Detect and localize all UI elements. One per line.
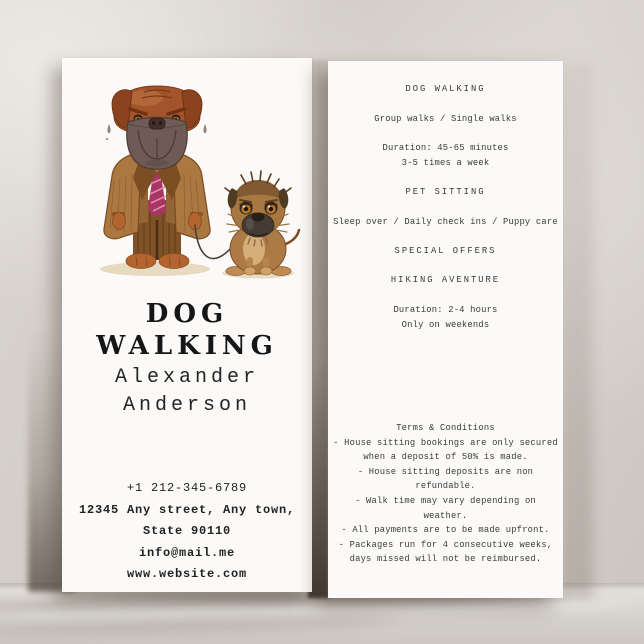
- terms-line: - All payments are to be made upfront.: [341, 525, 550, 536]
- dog-walking-duration: Duration: 45-65 minutes: [382, 143, 509, 153]
- owner-last-name: Anderson: [122, 394, 251, 417]
- dog-walking-services: Group walks / Single walks: [374, 114, 517, 124]
- front-card: [62, 58, 312, 592]
- address-line2: State 90110: [142, 524, 231, 538]
- terms-line: - Walk time may vary depending on: [355, 495, 536, 506]
- email-address: info@mail.me: [138, 545, 235, 560]
- back-heading-dog-walking: DOG WALKING: [405, 84, 486, 94]
- wall-shadow-right-of-back-card: [563, 62, 593, 598]
- dog-walking-illustration: [100, 72, 305, 292]
- terms-line: when a deposit of 50% is made.: [363, 452, 528, 463]
- terms-line: refundable.: [415, 481, 476, 492]
- back-heading-hiking: HIKING AVENTURE: [390, 275, 501, 285]
- dog-walking-frequency: 3-5 times a week: [401, 158, 490, 168]
- terms-line: - House sitting deposits are non: [357, 466, 534, 477]
- back-heading-special-offers: SPECIAL OFFERS: [394, 246, 497, 256]
- owner-name: [62, 364, 312, 420]
- contact-block: [62, 478, 312, 586]
- terms-line: weather.: [423, 510, 468, 521]
- front-title-line2: WALKING: [96, 331, 278, 361]
- phone-number: +1 212-345-6789: [126, 481, 248, 495]
- address-line1: 12345 Any street, Any town,: [78, 502, 296, 517]
- pet-sitting-services: Sleep over / Daily check ins / Puppy care: [333, 217, 558, 227]
- terms-title: Terms & Conditions: [396, 423, 495, 433]
- front-brand-title: [62, 298, 312, 362]
- grumpy-puppy: [225, 171, 299, 276]
- back-card: [328, 61, 563, 598]
- back-heading-pet-sitting: PET SITTING: [405, 187, 486, 197]
- bulldog-in-suit: [104, 86, 210, 269]
- terms-line: days missed will not be reimbursed.: [349, 554, 542, 565]
- terms-and-conditions: [328, 421, 563, 567]
- hiking-availability: Only on weekends: [401, 320, 490, 330]
- front-title-line1: DOG: [145, 299, 229, 329]
- owner-first-name: Alexander: [114, 366, 260, 389]
- hiking-duration: Duration: 2-4 hours: [393, 305, 498, 315]
- terms-line: - Packages run for 4 consecutive weeks,: [338, 539, 553, 550]
- website-url: www.website.com: [126, 567, 248, 581]
- terms-line: - House sitting bookings are only secured: [333, 437, 558, 448]
